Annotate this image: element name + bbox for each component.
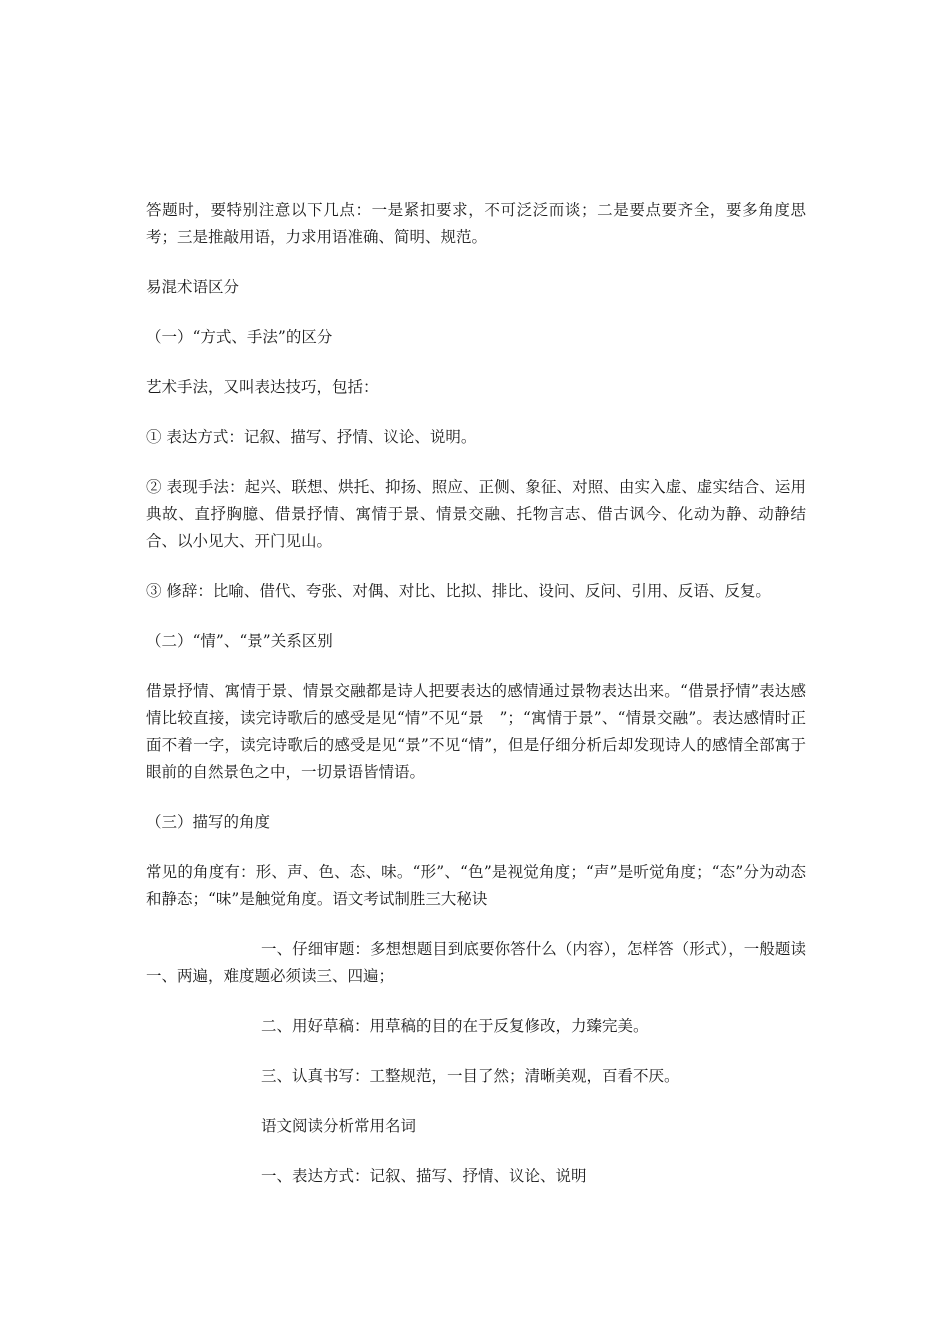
paragraph-emotion-scene: 借景抒情、寓情于景、情景交融都是诗人把要表达的感情通过景物表达出来。“借景抒情”表达感情比较直接，读完诗歌后的感受是见“情”不见“景 ”；“寓情于景”、“情景交融”。表达感情时正面不着一字，读完诗歌后的感受是见“景”不见“情”，但是仔细分析后却发现诗人的感情全部寓于眼前的自然景色之中，一切景语皆情语。 [146,682,806,781]
paragraph-answer-tips: 答题时，要特别注意以下几点：一是紧扣要求，不可泛泛而谈；二是要点要齐全，要多角度思考；三是推敲用语，力求用语准确、简明、规范。 [146,201,806,246]
heading-section-2: （二）“情”、“景”关系区别 [146,632,333,650]
heading-section-1: （一）“方式、手法”的区分 [146,328,333,346]
paragraph-tip-2: 二、用好草稿：用草稿的目的在于反复修改，力臻完美。 [261,1017,649,1035]
list-item-rhetoric: ③ 修辞：比喻、借代、夸张、对偶、对比、比拟、排比、设问、反问、引用、反语、反复。 [146,582,771,600]
paragraph-art-techniques: 艺术手法，又叫表达技巧，包括： [146,378,379,396]
paragraph-expression-modes-list: 一、表达方式：记叙、描写、抒情、议论、说明 [261,1167,587,1185]
heading-reading-terms: 语文阅读分析常用名词 [261,1117,417,1135]
heading-term-distinction: 易混术语区分 [146,278,240,296]
list-item-presentation-techniques: ② 表现手法：起兴、联想、烘托、抑扬、照应、正侧、象征、对照、由实入虚、虚实结合、运用典故、直抒胸臆、借景抒情、寓情于景、情景交融、托物言志、借古讽今、化动为静、动静结合、以小见大、开门见山。 [146,478,806,550]
heading-section-3: （三）描写的角度 [146,813,271,831]
paragraph-description-angles: 常见的角度有：形、声、色、态、味。“形”、“色”是视觉角度；“声”是听觉角度；“态”分为动态和静态；“味”是触觉角度。语文考试制胜三大秘诀 [146,863,806,908]
paragraph-tip-3: 三、认真书写：工整规范，一目了然；清晰美观，百看不厌。 [261,1067,680,1085]
paragraph-tip-1: 一、仔细审题：多想想题目到底要你答什么（内容），怎样答（形式），一般题读一、两遍，难度题必须读三、四遍； [146,940,806,985]
list-item-expression-modes: ① 表达方式：记叙、描写、抒情、议论、说明。 [146,428,477,446]
document-body [146,197,806,1190]
